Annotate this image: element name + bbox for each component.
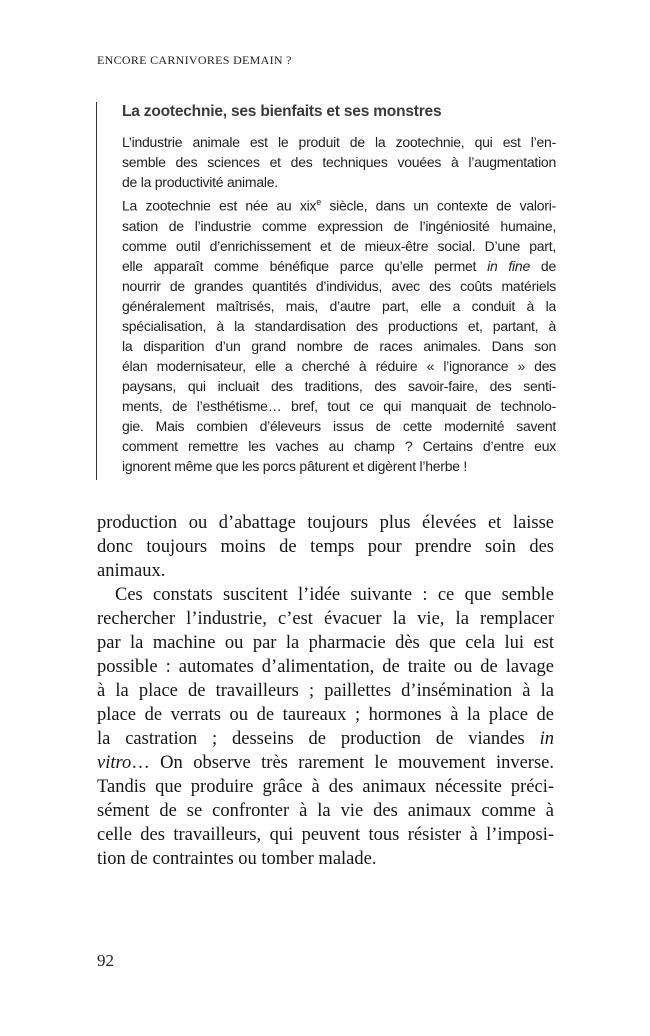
box-line: comme outil d’enrichissement et de mieux-être social. D’une part,: [122, 237, 556, 254]
body-line: possible : automates d’alimentation, de traite ou de lavage: [97, 657, 554, 677]
running-head: ENCORE CARNIVORES DEMAIN ?: [97, 53, 292, 67]
box-text: [122, 132, 556, 476]
body-line: donc toujours moins de temps pour prendre soin des: [97, 537, 554, 557]
box-line: comment remettre les vaches au champ ? Certains d’entre eux: [122, 437, 556, 454]
body-line: production ou d’abattage toujours plus élevées et laisse: [97, 513, 554, 533]
body-line: par la machine ou par la pharmacie dès que cela lui est: [97, 633, 554, 653]
body-line: Ces constats suscitent l’idée suivante : ce que semble: [115, 585, 554, 605]
body-line: animaux.: [97, 561, 166, 581]
box-line: sation de l’industrie comme expression de l’ingéniosité humaine,: [122, 217, 556, 234]
box-line: ignorent même que les porcs pâturent et digèrent l’herbe !: [122, 457, 468, 474]
box-line: ments, de l’esthétisme… bref, tout ce qui manquait de technolo-: [122, 397, 556, 414]
box-line: semble des sciences et des techniques vouées à l’augmentation: [122, 154, 556, 170]
box-line: L’industrie animale est le produit de la zootechnie, qui est l’en-: [122, 134, 556, 150]
body-line: tion de contraintes ou tomber malade.: [97, 849, 377, 869]
box-line: paysans, qui incluait des traditions, des savoir-faire, des senti-: [122, 377, 556, 394]
body-line: celle des travailleurs, qui peuvent tous résister à l’imposi-: [97, 825, 554, 845]
box-line: spécialisation, à la standardisation des productions et, partant, à: [122, 317, 556, 334]
body-line: rechercher l’industrie, c’est évacuer la vie, la remplacer: [97, 609, 554, 629]
box-line: elle apparaît comme bénéfique parce qu’elle permet in fine de: [122, 257, 556, 274]
body-line: place de verrats ou de taureaux ; hormones à la place de: [97, 705, 554, 725]
body-line: Tandis que produire grâce à des animaux nécessite préci-: [97, 777, 554, 797]
box-line: la disparition d’un grand nombre de races animales. Dans son: [122, 337, 556, 354]
body-text: [97, 511, 554, 871]
body-line: à la place de travailleurs ; paillettes d’insémination à la: [97, 681, 554, 701]
body-line: vitro… On observe très rarement le mouvement inverse.: [97, 753, 554, 773]
body-line: sément de se confronter à la vie des animaux comme à: [97, 801, 554, 821]
page-number: 92: [97, 951, 114, 970]
body-line: la castration ; desseins de production de viandes in: [97, 729, 554, 749]
box-line: gie. Mais combien d’éleveurs issus de cette modernité savent: [122, 417, 556, 434]
box-line: nourrir de grandes quantités d’individus, avec des coûts matériels: [122, 277, 556, 294]
box-line: généralement maîtrisés, mais, d’autre part, elle a conduit à la: [122, 297, 556, 314]
box-title: La zootechnie, ses bienfaits et ses monstres: [122, 103, 442, 120]
sidebar-box: [96, 102, 556, 480]
box-line: La zootechnie est née au xix$^e$ siècle, dans un contexte de valori-: [122, 197, 556, 214]
box-line: élan modernisateur, elle a cherché à réduire « l’ignorance » des: [122, 357, 556, 374]
box-line: de la productivité animale.: [122, 174, 278, 190]
